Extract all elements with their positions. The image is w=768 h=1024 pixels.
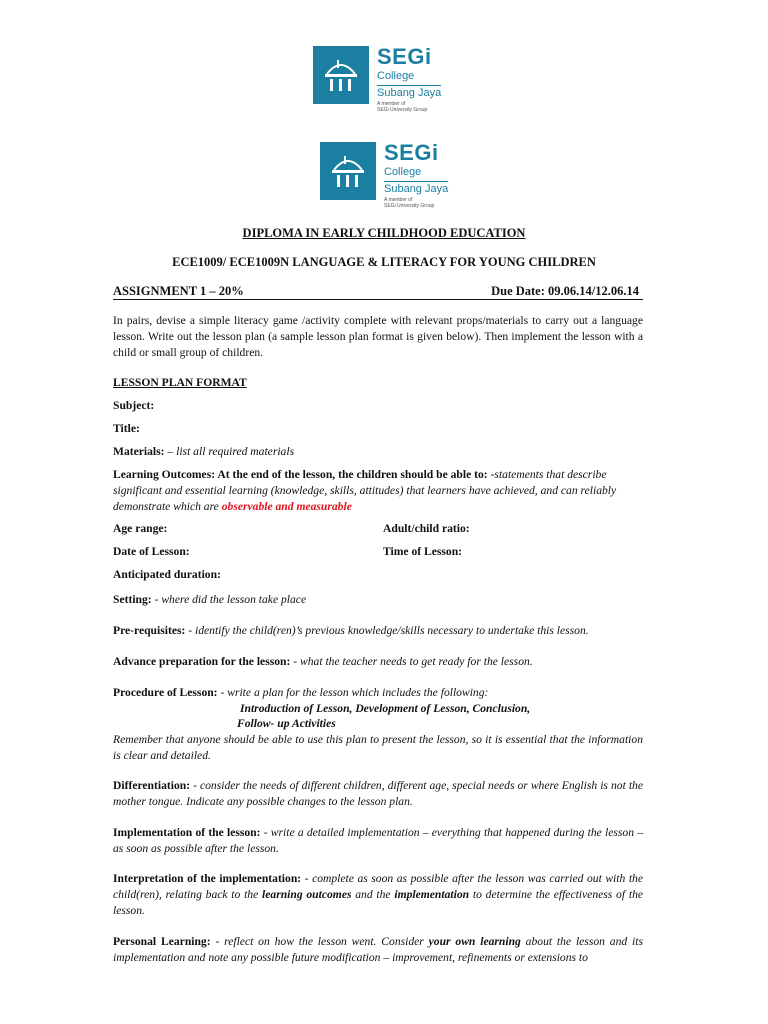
procedure-line [113,685,643,701]
logo-member: A member of [377,101,406,107]
interp-text-3: to determine the effectiveness of the lesson. [113,888,644,917]
impl-text: - write a detailed implementation – everything that happened during the lesson – as soon as possible after the lesson. [113,826,644,855]
materials-text: – list all required materials [164,445,295,458]
prereq-line [113,623,643,639]
segi-emblem-icon [313,46,369,104]
logo-campus: Subang Jaya [384,183,449,195]
logo-college: College [384,166,448,182]
setting-text: - where did the lesson take place [151,593,307,606]
personal-paragraph [113,934,643,966]
procedure-items-2: Follow- up Activities [237,717,336,730]
age-row [113,522,643,535]
procedure-label: Procedure of Lesson: [113,686,218,699]
impl-label: Implementation of the lesson: [113,826,261,839]
age-label: Age range: [113,522,168,535]
interp-bold-1: learning outcomes [262,888,352,901]
procedure-note: Remember that anyone should be able to use this plan to present the lesson, so it is essential that the information is clear and detailed. [113,733,643,762]
logo-brand: SEGi [377,44,432,69]
title-label: Title: [113,422,140,435]
date-row [113,545,643,558]
intro-paragraph: In pairs, devise a simple literacy game /activity complete with relevant props/materials to carry out a language lesson. Write out the lesson plan (a sample lesson plan format is given below). Then implement the lesson with a child or small group of children. [113,314,643,359]
logo-group: SEGi University Group [377,107,428,113]
prereq-label: Pre-requisites: [113,624,186,637]
interp-bold-2: implementation [394,888,470,901]
diff-text: - consider the needs of different children, different age, special needs or where English is not the mother tongue. Indicate any possible changes to the lesson plan. [113,779,643,808]
diploma-heading: DIPLOMA IN EARLY CHILDHOOD EDUCATION [242,226,526,240]
interp-label: Interpretation of the implementation: [113,872,302,885]
procedure-text: - write a plan for the lesson which includes the following: [217,686,489,699]
outcomes-emphasis: observable and measurable [221,500,352,513]
duration-label: Anticipated duration: [113,568,221,581]
logo-group: SEGi University Group [384,203,435,209]
advance-text: - what the teacher needs to get ready for the lesson. [290,655,533,668]
subject-label: Subject: [113,399,155,412]
logo-college: College [377,70,441,86]
segi-logo-bottom [320,142,448,209]
diff-label: Differentiation: [113,779,191,792]
advance-line [113,654,643,670]
materials-label: Materials: [113,445,165,458]
interp-paragraph [113,871,643,919]
due-date: Due Date: 09.06.14/12.06.14 [491,284,639,298]
segi-emblem-icon [320,142,376,200]
outcomes-text: -statements that describe significant and essential learning (knowledge, skills, attitudes) that learners have achieved, and can reliably demonstrate which are [113,468,617,513]
setting-line [113,592,643,608]
personal-text-2: about the lesson and its implementation and note any possible future modification – improvement, refinements or extensions to [113,935,643,964]
time-label: Time of Lesson: [383,545,463,558]
procedure-items-1: Introduction of Lesson, Development of Lesson, Conclusion, [240,702,531,715]
personal-bold: your own learning [428,935,521,948]
materials-line [113,444,643,460]
segi-logo-top [313,46,441,113]
logo-member: A member of [384,197,413,203]
date-label: Date of Lesson: [113,545,190,558]
interp-text-1: - complete as soon as possible after the lesson was carried out with the child(ren), relating back to the [113,872,643,901]
advance-label: Advance preparation for the lesson: [113,655,291,668]
prereq-text: - identify the child(ren)’s previous knowledge/skills necessary to undertake this lesson. [185,624,589,637]
setting-label: Setting: [113,593,152,606]
course-heading: ECE1009/ ECE1009N LANGUAGE & LITERACY FOR YOUNG CHILDREN [172,255,596,269]
logo-campus: Subang Jaya [377,87,442,99]
impl-paragraph [113,825,643,857]
assignment-label: ASSIGNMENT 1 – 20% [113,284,244,298]
personal-label: Personal Learning: [113,935,211,948]
format-title: LESSON PLAN FORMAT [113,376,247,389]
outcomes-label: Learning Outcomes: At the end of the lesson, the children should be able to: [113,468,488,481]
logo-brand: SEGi [384,140,439,165]
personal-text-1: - reflect on how the lesson went. Consider [210,935,429,948]
assignment-line [113,284,643,300]
outcomes-paragraph [113,467,643,515]
diff-paragraph [113,778,643,810]
ratio-label: Adult/child ratio: [383,522,470,535]
interp-text-2: and the [351,888,395,901]
